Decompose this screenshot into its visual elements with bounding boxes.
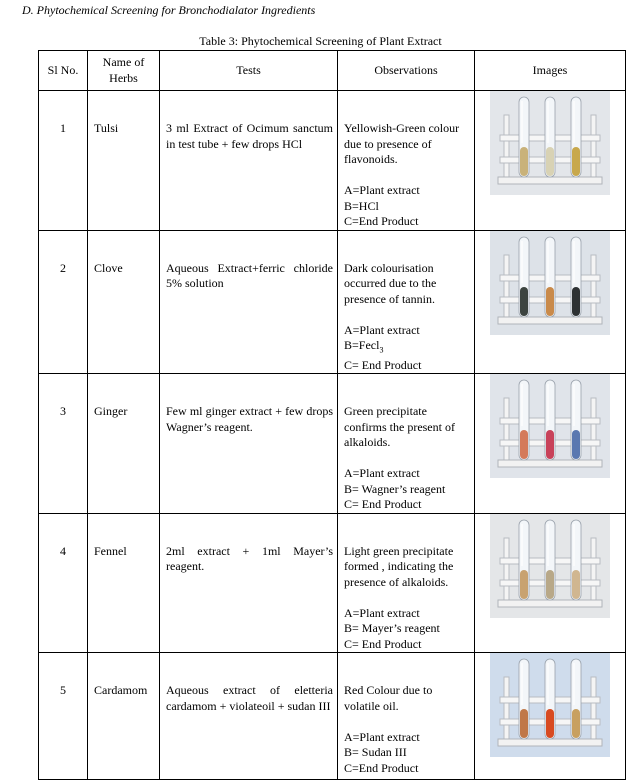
observation-text: Yellowish-Green colour due to presence of flavonoids.: [344, 121, 460, 166]
herb-name-cell: Clove: [88, 230, 160, 374]
reagent-label: B= Wagner’s reagent: [344, 481, 446, 496]
header-sl-no: Sl No.: [39, 51, 88, 91]
table-row: [39, 513, 626, 653]
test-cell: Aqueous extract of eletteria cardamom + violateoil + sudan III: [160, 653, 338, 780]
herb-name-cell: Cardamom: [88, 653, 160, 780]
label-subscript: 3: [379, 345, 384, 355]
header-images: Images: [475, 51, 626, 91]
reagent-label: B=Fecl$_3$: [344, 338, 384, 355]
table-row: [39, 91, 626, 231]
observation-text: Red Colour due to volatile oil.: [344, 683, 433, 713]
table-row: [39, 374, 626, 514]
observation-text: Light green precipitate formed , indicating the presence of alkaloids.: [344, 543, 454, 589]
header-tests: Tests: [160, 51, 338, 91]
reagent-label: A=Plant extract: [344, 183, 420, 197]
image-cell: [475, 230, 626, 374]
reagent-label: A=Plant extract: [344, 322, 420, 337]
test-tube-rack-photo: [490, 653, 610, 757]
table-row: [39, 653, 626, 780]
observation-text: Dark colourisation occurred due to the presence of tannin.: [344, 260, 437, 306]
observation-cell: [338, 230, 475, 374]
sl-no-cell: 4: [39, 513, 88, 653]
observation-text: Green precipitate confirms the present of alkaloids.: [344, 404, 455, 450]
sl-no-cell: 2: [39, 230, 88, 374]
reagent-label: C= End Product: [344, 357, 422, 372]
reagent-label: B= Mayer’s reagent: [344, 621, 440, 636]
observation-cell: [338, 513, 475, 653]
test-tube-rack-photo: [490, 91, 610, 195]
reagent-label: A=Plant extract: [344, 605, 420, 620]
test-tube-rack-photo: [490, 231, 610, 335]
sl-no-cell: 3: [39, 374, 88, 514]
reagent-label: C=End Product: [344, 760, 419, 775]
observation-cell: [338, 653, 475, 780]
herb-name-cell: Fennel: [88, 513, 160, 653]
table-row: [39, 230, 626, 374]
reagent-label: B=HCl: [344, 198, 379, 213]
image-cell: [475, 513, 626, 653]
header-observations: Observations: [338, 51, 475, 91]
herb-name-cell: Tulsi: [88, 91, 160, 231]
reagent-label: B= Sudan III: [344, 745, 407, 760]
test-cell: Aqueous Extract+ferric chloride 5% solution: [160, 230, 338, 374]
observation-cell: [338, 91, 475, 231]
header-row: [39, 51, 626, 91]
test-cell: Few ml ginger extract + few drops Wagner’s reagent.: [160, 374, 338, 514]
image-cell: [475, 374, 626, 514]
reagent-label: A=Plant extract: [344, 729, 420, 744]
reagent-label: C= End Product: [344, 636, 422, 651]
test-cell: 2ml extract + 1ml Mayer’s reagent.: [160, 513, 338, 653]
observation-cell: [338, 374, 475, 514]
phytochemical-screening-table: [38, 50, 626, 780]
test-cell: 3 ml Extract of Ocimum sanctum in test tube + few drops HCl: [160, 91, 338, 231]
sl-no-cell: 5: [39, 653, 88, 780]
test-tube-rack-photo: [490, 374, 610, 478]
image-cell: [475, 91, 626, 231]
reagent-label: C= End Product: [344, 497, 422, 512]
test-tube-rack-photo: [490, 514, 610, 618]
herb-name-cell: Ginger: [88, 374, 160, 514]
image-cell: [475, 653, 626, 780]
reagent-label: A=Plant extract: [344, 466, 420, 481]
table-caption: Table 3: Phytochemical Screening of Plant Extract: [199, 34, 442, 48]
header-name-of-herbs: Name of Herbs: [88, 51, 160, 91]
reagent-label: C=End Product: [344, 214, 419, 228]
section-heading: D. Phytochemical Screening for Bronchodialator Ingredients: [22, 3, 316, 17]
sl-no-cell: 1: [39, 91, 88, 231]
